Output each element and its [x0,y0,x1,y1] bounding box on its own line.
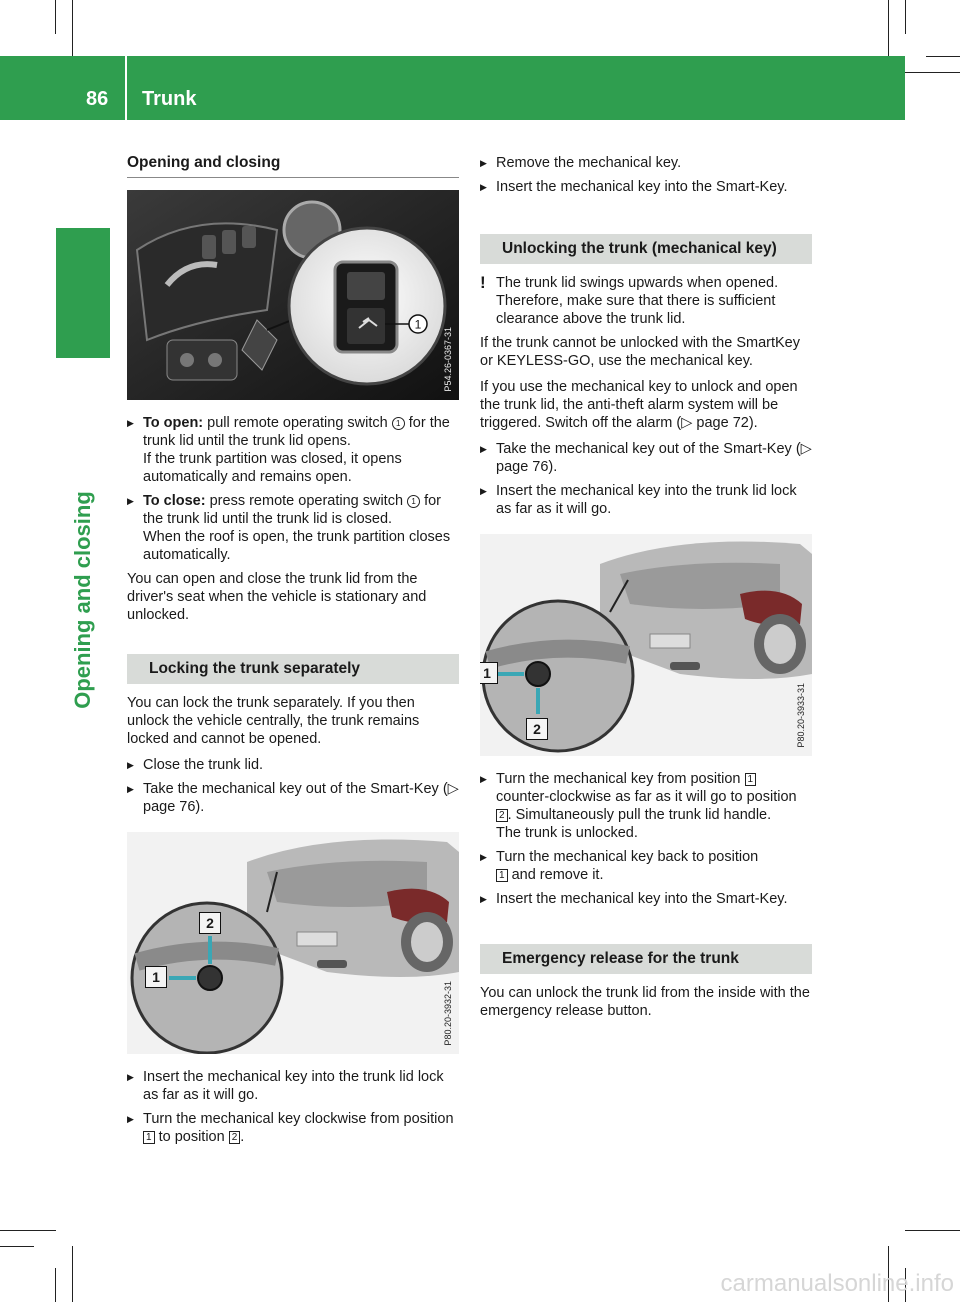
position-1-icon: 1 [496,869,508,882]
step-note: If the trunk partition was closed, it opens automatically and remains open. [143,451,402,485]
step-open: ▶ To open: pull remote operating switch 1 for the trunk lid until the trunk lid opens. If the trunk partition was closed, it opens automatically and remains open. [127,414,459,486]
warning-icon: ! [480,273,486,292]
page-ref[interactable]: page 76). [496,459,558,475]
position-label-2: 2 [526,718,548,740]
crop-mark [72,1246,73,1302]
figure-trunk-lock-1 [127,832,459,1054]
watermark: carmanualsonline.info [720,1270,954,1297]
callout-1: 1 [414,317,422,332]
crop-mark [55,1268,56,1302]
position-label-2: 2 [199,912,221,934]
paragraph-alarm: If you use the mechanical key to unlock and open the trunk lid, the anti-theft alarm system will be triggered. Switch off the alarm (▷ page 72). [480,379,798,431]
warning-note: ! The trunk lid swings upwards when opened. Therefore, make sure that there is sufficient clearance above the trunk lid. [480,273,779,327]
page-ref-arrow-icon: ▷ [800,441,812,457]
crop-mark [888,0,889,56]
switch-callout-icon: 1 [407,495,420,508]
page-ref-arrow-icon: ▷ [681,415,693,431]
header-title: Trunk [142,88,197,110]
page-number: 86 [86,88,109,110]
page-ref[interactable]: page 76). [143,799,205,815]
figure-trunk-lock-2 [480,534,812,756]
step-turn-key: ▶ Turn the mechanical key clockwise from position 1 to position 2 . [127,1110,459,1146]
interior-door-illustration [127,190,459,400]
step-close: ▶ To close: press remote operating switch 1 for the trunk lid until the trunk lid is closed. When the roof is open, the trunk partition closes automatically. [127,492,459,564]
position-2-icon: 2 [229,1131,241,1144]
section-title-unlocking: Unlocking the trunk (mechanical key) [480,234,812,264]
page-ref-arrow-icon: ▷ [447,781,459,797]
left-column [127,154,459,1152]
figure-code: P54.26-0367-31 [443,327,453,392]
paragraph: You can lock the trunk separately. If you then unlock the vehicle centrally, the trunk remains locked and cannot be opened. [127,695,420,747]
step-turn-key: ▶ Turn the mechanical key from position 1 counter-clockwise as far as it will go to position 2 . Simultaneously pull the trunk lid handle. The trunk is unlocked. [480,770,812,842]
side-chapter-label: Opening and closing [70,491,95,709]
crop-mark [926,56,960,57]
page-ref[interactable]: page 72). [696,415,758,431]
position-label-1: 1 [480,662,498,684]
section-title-emergency: Emergency release for the trunk [480,944,812,974]
crop-mark [72,0,73,56]
figure-code: P80.20-3932-31 [443,981,453,1046]
section-title-locking: Locking the trunk separately [127,654,459,684]
step-insert-smartkey: ▶ Insert the mechanical key into the Smart-Key. [480,178,812,196]
position-1-icon: 1 [745,773,757,786]
header-bar [0,56,905,120]
step-take-key: ▶ Take the mechanical key out of the Smart-Key (▷ page 76). [480,440,812,476]
step-insert-smartkey: ▶ Insert the mechanical key into the Smart-Key. [480,890,812,908]
step-note: The trunk is unlocked. [496,825,638,841]
paragraph: You can unlock the trunk lid from the inside with the emergency release button. [480,985,810,1019]
paragraph: If the trunk cannot be unlocked with the SmartKey or KEYLESS-GO, use the mechanical key. [480,335,800,369]
position-label-1: 1 [145,966,167,988]
step-take-key: ▶ Take the mechanical key out of the Smart-Key (▷ page 76). [127,780,459,816]
crop-mark [55,0,56,34]
car-rear-illustration [127,832,459,1054]
step-turn-back: ▶ Turn the mechanical key back to position 1 and remove it. [480,848,812,884]
crop-mark [905,0,906,34]
step-label: To close: [143,493,206,509]
step-close-lid: ▶ Close the trunk lid. [127,756,459,774]
crop-mark [905,1230,960,1231]
crop-mark [0,1230,56,1231]
side-tab [56,228,110,358]
step-label: To open: [143,415,204,431]
position-2-icon: 2 [496,809,508,822]
figure-code: P80.20-3933-31 [796,683,806,748]
step-insert-lock: ▶ Insert the mechanical key into the trunk lid lock as far as it will go. [480,482,812,518]
section-title-opening: Opening and closing [127,154,459,178]
figure-interior-switch [127,190,459,400]
header-divider [125,56,127,120]
paragraph: You can open and close the trunk lid from the driver's seat when the vehicle is stationary and unlocked. [127,571,427,623]
crop-mark [905,72,960,73]
crop-mark [0,1246,34,1247]
switch-callout-icon: 1 [392,417,405,430]
right-column [480,154,812,1028]
position-1-icon: 1 [143,1131,155,1144]
step-insert-key: ▶ Insert the mechanical key into the trunk lid lock as far as it will go. [127,1068,459,1104]
step-note: When the roof is open, the trunk partition closes automatically. [143,529,451,563]
step-remove-key: ▶ Remove the mechanical key. [480,154,812,172]
